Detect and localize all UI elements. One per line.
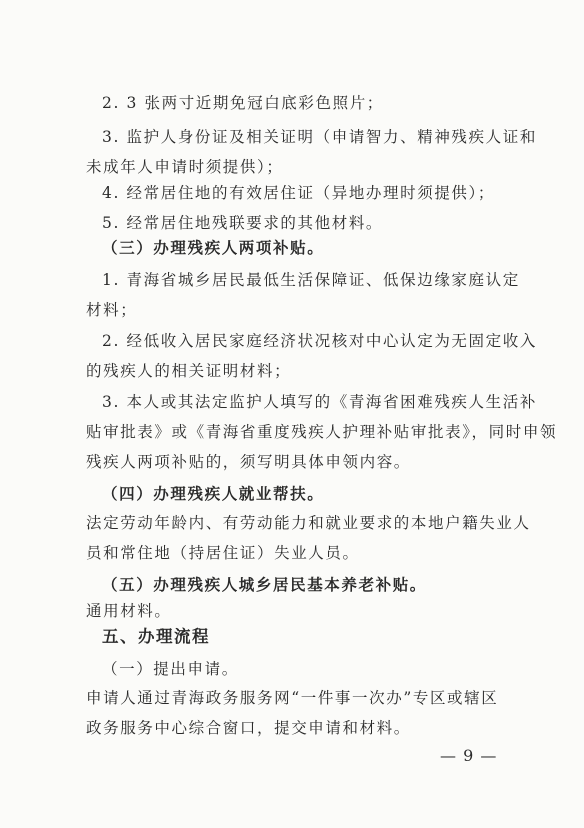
text-line: 申请人通过青海政务服务网“一件事一次办”专区或辖区 — [86, 689, 499, 707]
section-subheading: （四）办理残疾人就业帮扶。 — [102, 484, 325, 503]
text-line: 法定劳动年龄内、有劳动能力和就业要求的本地户籍失业人 — [86, 514, 531, 532]
section-subheading: （五）办理残疾人城乡居民基本养老补贴。 — [102, 575, 427, 594]
text-line: 3. 监护人身份证及相关证明（申请智力、精神残疾人证和 — [102, 128, 537, 146]
text-line: 5. 经常居住地残联要求的其他材料。 — [102, 214, 384, 232]
page-number: — 9 — — [440, 746, 498, 765]
text-line: 2. 经低收入居民家庭经济状况核对中心认定为无固定收入 — [102, 332, 537, 350]
text-line: （一）提出申请。 — [102, 660, 239, 678]
text-line: 未成年人申请时须提供）； — [86, 158, 284, 176]
section-subheading: （三）办理残疾人两项补贴。 — [102, 238, 325, 257]
section-heading: 五、办理流程 — [102, 627, 210, 646]
text-line: 2. 3 张两寸近期免冠白底彩色照片； — [102, 94, 384, 112]
text-line: 员和常住地（持居住证）失业人员。 — [86, 544, 360, 562]
text-line: 材料； — [86, 301, 138, 319]
text-line: 的残疾人的相关证明材料； — [86, 362, 292, 380]
text-line: 残疾人两项补贴的，须写明具体申领内容。 — [86, 453, 411, 471]
text-line: 通用材料。 — [86, 602, 172, 620]
text-line: 1. 青海省城乡居民最低生活保障证、低保边缘家庭认定 — [102, 271, 520, 289]
text-line: 政务服务中心综合窗口，提交申请和材料。 — [86, 719, 411, 737]
text-line: 贴审批表》或《青海省重度残疾人护理补贴审批表》，同时申领 — [86, 423, 558, 441]
text-line: 4. 经常居住地的有效居住证（异地办理时须提供）； — [102, 184, 495, 202]
text-line: 3. 本人或其法定监护人填写的《青海省困难残疾人生活补 — [102, 393, 537, 411]
